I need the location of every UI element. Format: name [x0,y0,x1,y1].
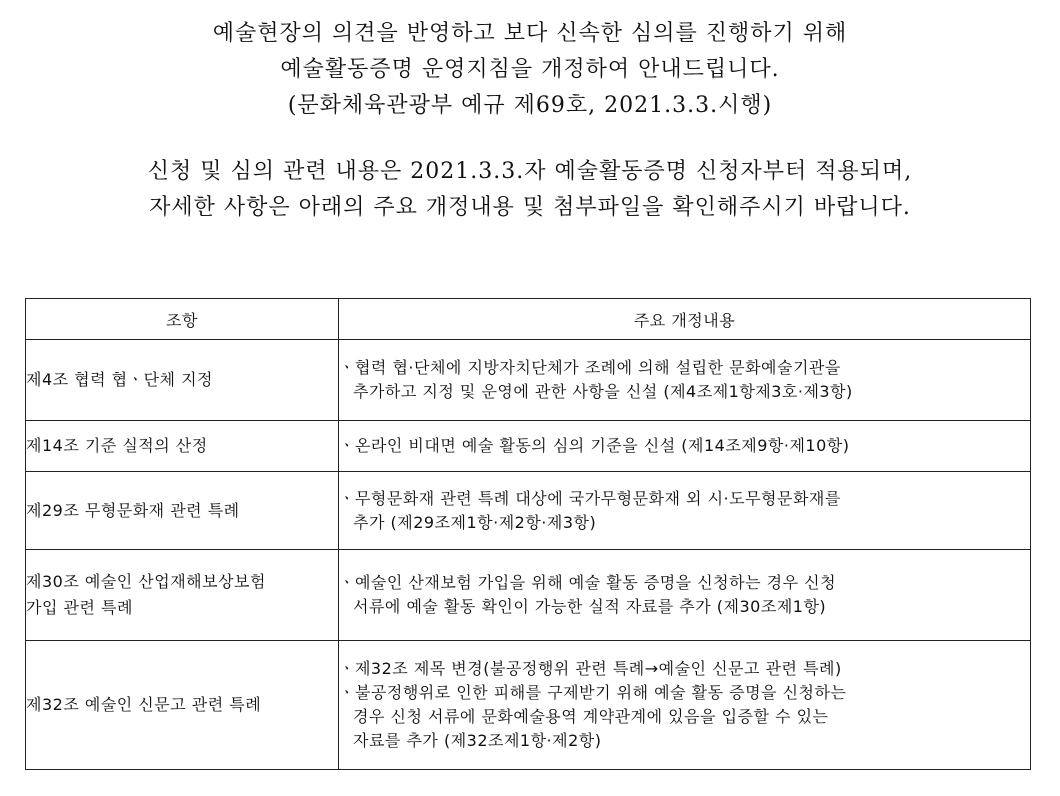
bullet-line: ㆍ불공정행위로 인한 피해를 구제받기 위해 예술 활동 증명을 신청하는 [339,683,847,702]
article-line: 제4조 협력 협ㆍ단체 지정 [26,370,213,389]
table-header-row [26,299,1031,340]
revision-table [25,298,1031,770]
intro-line: 예술활동증명 운영지침을 개정하여 안내드립니다. [280,57,780,82]
bullet-item [339,657,1030,681]
bullet-line: ㆍ협력 협·단체에 지방자치단체가 조례에 의해 설립한 문화예술기관을 [339,358,841,377]
bullet-line: 서류에 예술 활동 확인이 가능한 실적 자료를 추가 (제30조제1항) [353,597,827,616]
article-line: 제29조 무형문화재 관련 특례 [26,500,240,520]
article-cell [26,340,339,421]
article-line: 제14조 기준 실적의 산정 [26,436,208,455]
article-line: 제30조 예술인 산업재해보상보험 [26,572,266,591]
article-cell [26,472,339,550]
content-cell [339,472,1031,550]
content-cell [339,421,1031,472]
bullet-line: 추가하고 지정 및 운영에 관한 사항을 신설 (제4조제1항제3호·제3항) [353,382,853,401]
bullet-line: ㆍ예술인 산재보험 가입을 위해 예술 활동 증명을 신청하는 경우 신청 [339,573,837,592]
content-cell [339,550,1031,641]
bullet-line: 추가 (제29조제1항·제2항·제3항) [353,512,597,532]
table-row [26,641,1031,770]
table-row [26,340,1031,421]
bullet-line: ㆍ무형문화재 관련 특례 대상에 국가무형문화재 외 시·도무형문화재를 [339,488,841,508]
intro-line: 자세한 사항은 아래의 주요 개정내용 및 첨부파일을 확인해주시기 바랍니다. [149,195,911,220]
intro-line: 신청 및 심의 관련 내용은 2021.3.3.자 예술활동증명 신청자부터 적용되며, [147,159,913,184]
intro-gap [0,124,1060,154]
bullet-line: ㆍ제32조 제목 변경(불공정행위 관련 특례→예술인 신문고 관련 특례) [339,659,842,678]
article-cell [26,421,339,472]
bullet-item [339,356,1030,404]
bullet-line: 자료를 추가 (제32조제1항·제2항) [353,731,602,750]
content-cell [339,340,1031,421]
content-cell [339,641,1031,770]
header-content: 주요 개정내용 [339,299,1031,340]
intro-line: 예술현장의 의견을 반영하고 보다 신속한 심의를 진행하기 위해 [212,21,848,46]
table-row [26,550,1031,641]
bullet-line: ㆍ온라인 비대면 예술 활동의 심의 기준을 신설 (제14조제9항·제10항) [339,436,850,455]
article-line: 제32조 예술인 신문고 관련 특례 [26,695,262,714]
article-line: 가입 관련 특례 [26,598,133,617]
table-row [26,421,1031,472]
bullet-line: 경우 신청 서류에 문화예술용역 계약관계에 있음을 입증할 수 있는 [353,707,829,726]
bullet-item [339,681,1030,753]
article-cell [26,550,339,641]
article-cell [26,641,339,770]
header-article: 조항 [26,299,339,340]
intro-line: (문화체육관광부 예규 제69호, 2021.3.3.시행) [287,93,773,118]
intro-text [0,16,1060,226]
bullet-item [339,434,1030,458]
table-row [26,472,1031,550]
bullet-item [339,487,1030,535]
bullet-item [339,571,1030,619]
